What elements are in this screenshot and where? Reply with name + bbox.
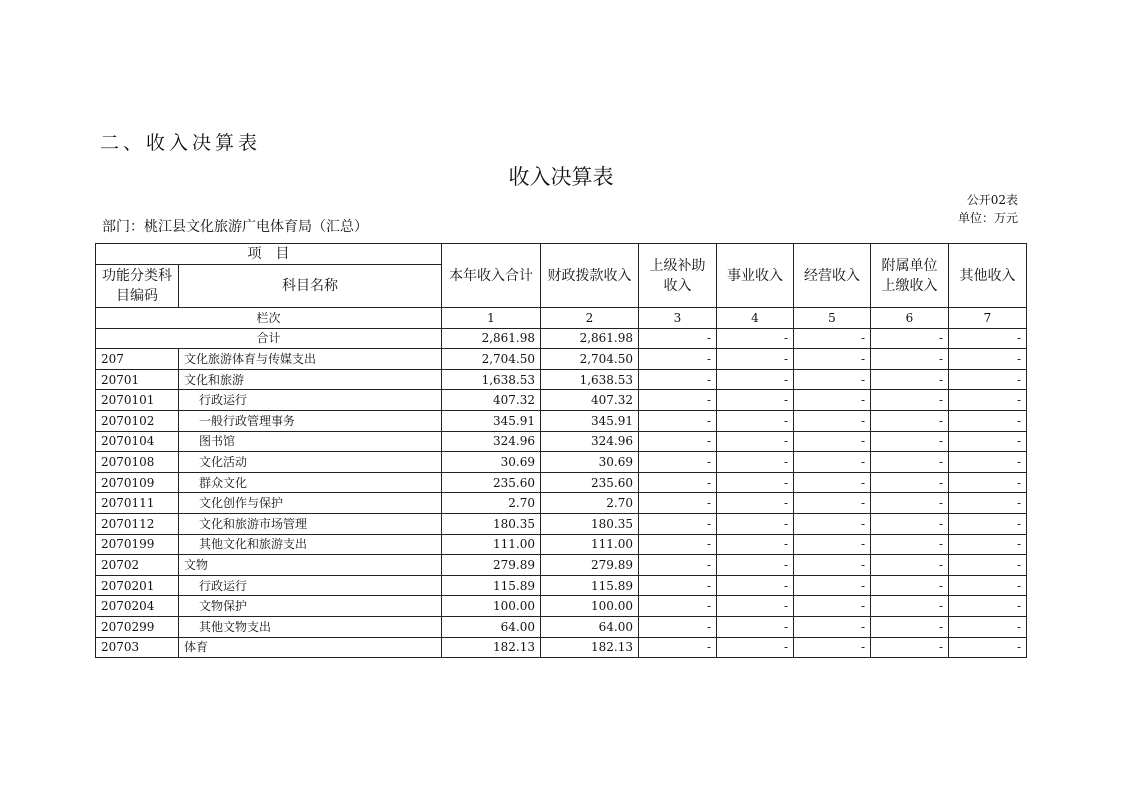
row-code: 2070109: [96, 472, 179, 493]
row-value: -: [639, 616, 717, 637]
table-row: [96, 390, 1027, 411]
row-value: -: [639, 452, 717, 473]
row-value: 279.89: [541, 555, 639, 576]
header-total: 本年收入合计: [442, 244, 541, 308]
table-row: [96, 472, 1027, 493]
row-value: 111.00: [541, 534, 639, 555]
row-value: 407.32: [442, 390, 541, 411]
row-value: 2.70: [541, 493, 639, 514]
total-value: -: [794, 328, 871, 349]
row-value: -: [794, 472, 871, 493]
row-value: -: [717, 390, 794, 411]
row-code: 20702: [96, 555, 179, 576]
row-code: 20703: [96, 637, 179, 658]
row-value: -: [717, 616, 794, 637]
row-code: 2070111: [96, 493, 179, 514]
row-value: -: [717, 513, 794, 534]
table-row: [96, 349, 1027, 370]
row-value: -: [871, 493, 949, 514]
row-value: -: [717, 431, 794, 452]
row-code: 2070201: [96, 575, 179, 596]
row-name: 体育: [179, 637, 442, 658]
row-value: 182.13: [442, 637, 541, 658]
row-value: 180.35: [442, 513, 541, 534]
row-value: 64.00: [541, 616, 639, 637]
row-value: 1,638.53: [442, 369, 541, 390]
header-item: 项 目: [96, 244, 442, 265]
row-value: -: [717, 575, 794, 596]
row-value: 30.69: [442, 452, 541, 473]
row-value: 100.00: [442, 596, 541, 617]
row-value: 279.89: [442, 555, 541, 576]
row-value: 182.13: [541, 637, 639, 658]
row-value: 407.32: [541, 390, 639, 411]
row-value: -: [794, 596, 871, 617]
table-row: [96, 575, 1027, 596]
row-value: -: [871, 616, 949, 637]
header-business: 事业收入: [717, 244, 794, 308]
row-value: -: [639, 472, 717, 493]
row-value: 64.00: [442, 616, 541, 637]
row-value: -: [794, 493, 871, 514]
row-value: -: [717, 596, 794, 617]
row-value: -: [871, 575, 949, 596]
column-number: 6: [871, 308, 949, 329]
column-number: 2: [541, 308, 639, 329]
row-value: -: [794, 349, 871, 370]
row-value: 30.69: [541, 452, 639, 473]
row-value: -: [871, 349, 949, 370]
row-value: -: [717, 637, 794, 658]
row-value: -: [949, 616, 1027, 637]
row-value: 345.91: [541, 410, 639, 431]
row-value: -: [871, 431, 949, 452]
total-value: -: [871, 328, 949, 349]
row-value: -: [949, 431, 1027, 452]
column-number: 4: [717, 308, 794, 329]
row-value: 2,704.50: [442, 349, 541, 370]
department-label: 部门：桃江县文化旅游广电体育局（汇总）: [102, 219, 368, 235]
row-name: 文化旅游体育与传媒支出: [179, 349, 442, 370]
row-value: -: [794, 616, 871, 637]
total-value: 2,861.98: [442, 328, 541, 349]
total-label: 合计: [96, 328, 442, 349]
row-value: -: [871, 452, 949, 473]
row-code: 2070108: [96, 452, 179, 473]
table-code: 公开02表: [966, 193, 1018, 207]
row-value: -: [639, 410, 717, 431]
row-value: 2,704.50: [541, 349, 639, 370]
row-value: -: [639, 534, 717, 555]
row-value: -: [949, 534, 1027, 555]
row-value: -: [639, 637, 717, 658]
column-number: 3: [639, 308, 717, 329]
row-value: -: [639, 431, 717, 452]
row-value: 324.96: [442, 431, 541, 452]
row-value: -: [639, 493, 717, 514]
row-value: -: [794, 637, 871, 658]
header-other: 其他收入: [949, 244, 1027, 308]
row-value: -: [794, 534, 871, 555]
row-value: 115.89: [541, 575, 639, 596]
row-value: -: [949, 575, 1027, 596]
header-fiscal: 财政拨款收入: [541, 244, 639, 308]
row-value: -: [871, 513, 949, 534]
row-value: -: [949, 472, 1027, 493]
row-name: 文化活动: [179, 452, 442, 473]
row-code: 2070112: [96, 513, 179, 534]
table-row: [96, 596, 1027, 617]
row-value: -: [871, 637, 949, 658]
row-value: -: [794, 513, 871, 534]
row-code: 20701: [96, 369, 179, 390]
unit-label: 单位：万元: [958, 211, 1019, 225]
table-row: [96, 534, 1027, 555]
header-code: 功能分类科目编码: [96, 265, 179, 308]
total-value: -: [639, 328, 717, 349]
table-row: [96, 513, 1027, 534]
row-value: -: [717, 349, 794, 370]
row-name: 文化和旅游: [179, 369, 442, 390]
row-value: 345.91: [442, 410, 541, 431]
row-value: -: [639, 369, 717, 390]
row-name: 文化和旅游市场管理: [179, 513, 442, 534]
row-value: 180.35: [541, 513, 639, 534]
total-row: [96, 328, 1027, 349]
total-value: 2,861.98: [541, 328, 639, 349]
row-value: -: [639, 575, 717, 596]
column-number-row: [96, 308, 1027, 329]
total-value: -: [949, 328, 1027, 349]
table-row: [96, 431, 1027, 452]
row-code: 207: [96, 349, 179, 370]
column-number: 7: [949, 308, 1027, 329]
column-row-label: 栏次: [96, 308, 442, 329]
table-row: [96, 410, 1027, 431]
row-name: 群众文化: [179, 472, 442, 493]
row-value: 1,638.53: [541, 369, 639, 390]
row-value: -: [794, 555, 871, 576]
row-code: 2070102: [96, 410, 179, 431]
header-operating: 经营收入: [794, 244, 871, 308]
income-table: [95, 243, 1027, 658]
row-value: 115.89: [442, 575, 541, 596]
row-value: -: [794, 390, 871, 411]
row-code: 2070101: [96, 390, 179, 411]
row-value: -: [794, 431, 871, 452]
total-value: -: [717, 328, 794, 349]
row-value: -: [794, 369, 871, 390]
page-title: 收入决算表: [508, 165, 614, 189]
row-value: -: [949, 349, 1027, 370]
header-name: 科目名称: [179, 265, 442, 308]
row-value: -: [717, 410, 794, 431]
row-value: -: [639, 596, 717, 617]
row-value: -: [949, 513, 1027, 534]
row-value: -: [871, 596, 949, 617]
column-number: 5: [794, 308, 871, 329]
row-name: 文物保护: [179, 596, 442, 617]
row-value: -: [871, 555, 949, 576]
row-code: 2070299: [96, 616, 179, 637]
row-code: 2070199: [96, 534, 179, 555]
row-value: 2.70: [442, 493, 541, 514]
row-value: -: [949, 637, 1027, 658]
row-value: -: [717, 472, 794, 493]
table-row: [96, 493, 1027, 514]
table-row: [96, 616, 1027, 637]
row-name: 文物: [179, 555, 442, 576]
row-value: -: [717, 493, 794, 514]
row-name: 图书馆: [179, 431, 442, 452]
row-value: -: [949, 555, 1027, 576]
row-value: -: [871, 472, 949, 493]
table-row: [96, 555, 1027, 576]
table-row: [96, 637, 1027, 658]
row-name: 其他文化和旅游支出: [179, 534, 442, 555]
row-value: -: [717, 369, 794, 390]
row-code: 2070204: [96, 596, 179, 617]
row-value: -: [871, 369, 949, 390]
row-value: 235.60: [442, 472, 541, 493]
row-value: -: [949, 596, 1027, 617]
table-row: [96, 369, 1027, 390]
row-name: 行政运行: [179, 390, 442, 411]
row-value: -: [639, 390, 717, 411]
header-row: [96, 244, 1027, 265]
row-value: -: [717, 555, 794, 576]
row-value: -: [794, 452, 871, 473]
row-value: -: [871, 410, 949, 431]
header-subsidy: 上级补助收入: [639, 244, 717, 308]
row-value: -: [949, 369, 1027, 390]
row-value: -: [871, 534, 949, 555]
column-number: 1: [442, 308, 541, 329]
row-value: -: [639, 349, 717, 370]
row-code: 2070104: [96, 431, 179, 452]
row-value: 111.00: [442, 534, 541, 555]
row-value: -: [717, 534, 794, 555]
row-name: 行政运行: [179, 575, 442, 596]
row-value: 324.96: [541, 431, 639, 452]
row-name: 一般行政管理事务: [179, 410, 442, 431]
row-name: 文化创作与保护: [179, 493, 442, 514]
row-value: 235.60: [541, 472, 639, 493]
table-row: [96, 452, 1027, 473]
row-value: -: [949, 493, 1027, 514]
row-value: -: [794, 575, 871, 596]
row-value: 100.00: [541, 596, 639, 617]
header-affiliated: 附属单位上缴收入: [871, 244, 949, 308]
row-value: -: [949, 410, 1027, 431]
row-value: -: [717, 452, 794, 473]
section-heading: 二、收入决算表: [100, 132, 262, 154]
row-value: -: [949, 390, 1027, 411]
row-name: 其他文物支出: [179, 616, 442, 637]
row-value: -: [794, 410, 871, 431]
row-value: -: [949, 452, 1027, 473]
row-value: -: [871, 390, 949, 411]
row-value: -: [639, 555, 717, 576]
row-value: -: [639, 513, 717, 534]
